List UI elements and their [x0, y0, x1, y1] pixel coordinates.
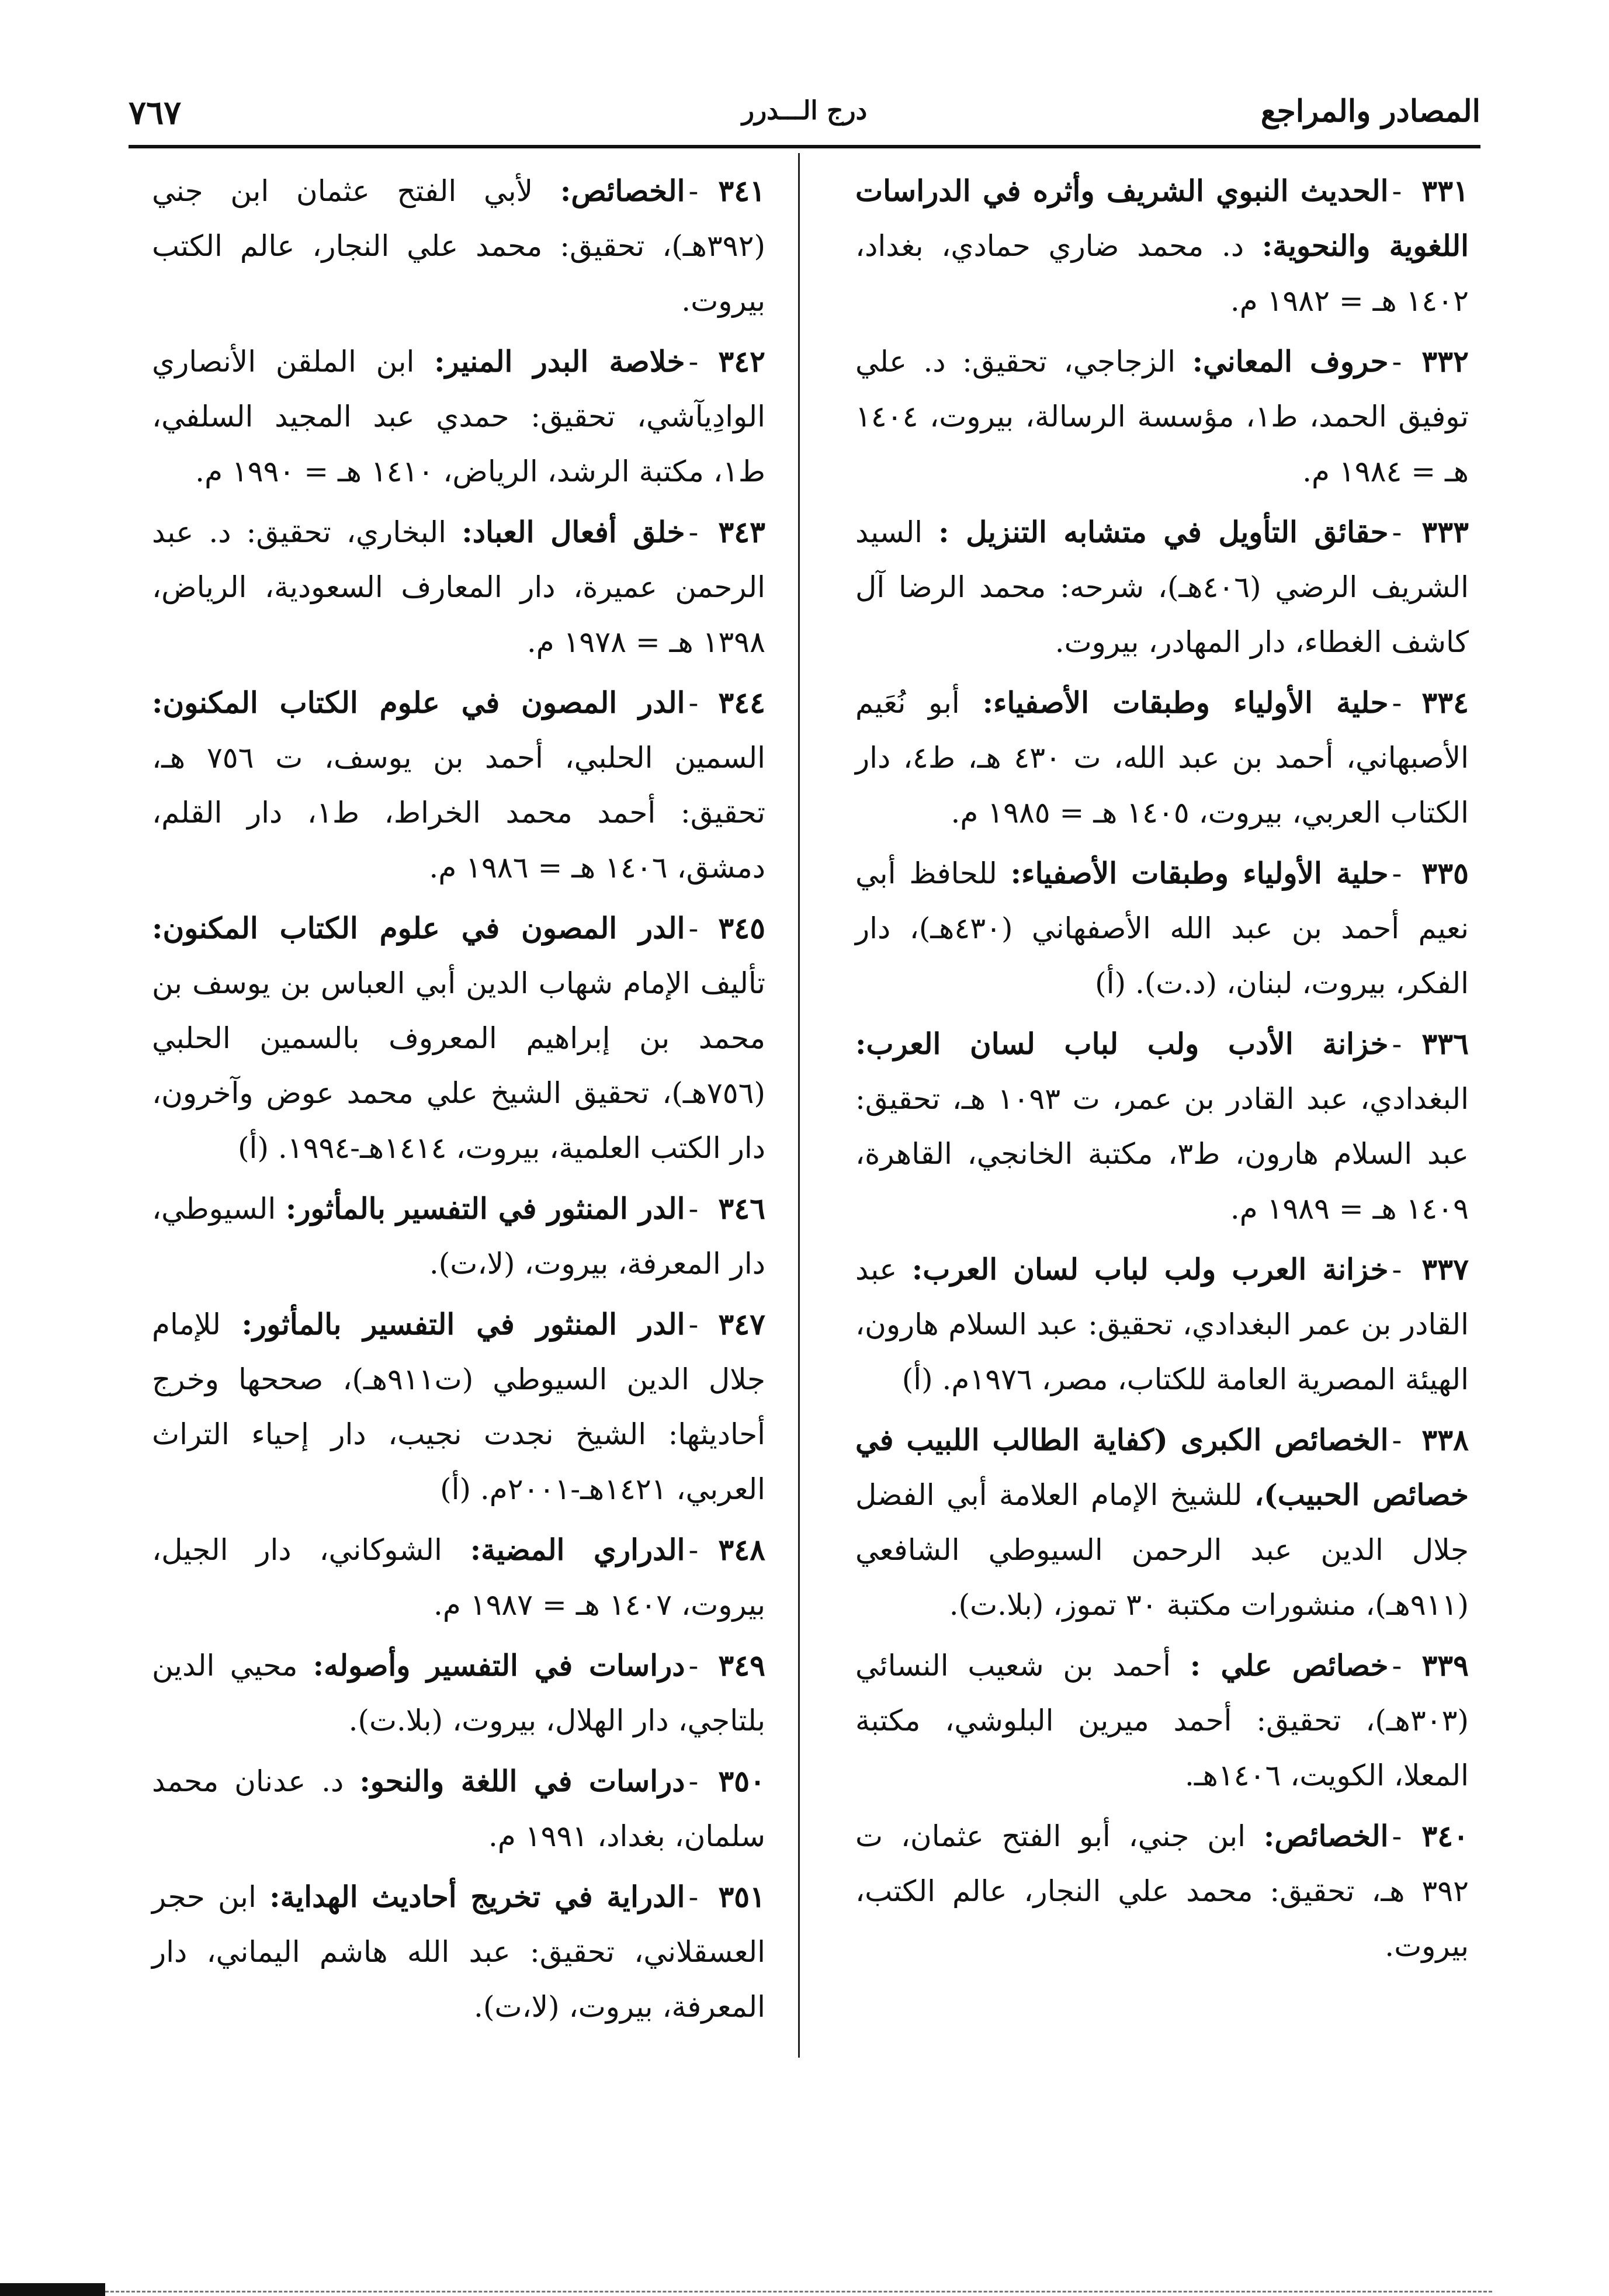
bibliography-entry — [855, 1809, 1469, 1974]
bibliography-entry — [855, 164, 1469, 328]
entry-separator: - — [688, 911, 699, 945]
bibliography-entry — [855, 1242, 1469, 1407]
entry-details: السيد الشريف الرضي (٤٠٦هـ)، شرحه: محمد الرضا آل كاشف الغطاء، دار المهادر، بيروت. — [855, 515, 1469, 659]
entry-title: الدر المصون في علوم الكتاب المكنون: — [152, 911, 685, 945]
entry-separator: - — [1392, 686, 1402, 720]
entry-title: الدر المنثور في التفسير بالمأثور: — [285, 1191, 685, 1226]
entry-details: للشيخ الإمام العلامة أبي الفضل جلال الدين عبد الرحمن السيوطي الشافعي (٩١١هـ)، منشورات مكتبة ٣٠ تموز، (بلا.ت). — [855, 1478, 1469, 1622]
column-divider — [798, 153, 800, 2058]
entry-separator: - — [688, 686, 699, 720]
section-title: المصادر والمراجع — [1260, 93, 1480, 129]
entry-number: ٣٤٨ — [718, 1532, 765, 1567]
entry-number: ٣٣١ — [1421, 174, 1469, 208]
entry-separator: - — [1392, 1819, 1402, 1853]
entry-title: الخصائص: — [560, 174, 685, 208]
entry-title: خزانة الأدب ولب لباب لسان العرب: — [855, 1026, 1389, 1061]
entry-number: ٣٣٥ — [1421, 856, 1469, 890]
entry-details: ابن جني، أبو الفتح عثمان، ت ٣٩٢ هـ، تحقيق: محمد علي النجار، عالم الكتب، بيروت. — [855, 1819, 1469, 1963]
bibliography-entry — [152, 1754, 765, 1864]
entry-number: ٣٣٩ — [1421, 1648, 1469, 1683]
entry-details: للحافظ أبي نعيم أحمد بن عبد الله الأصفهاني (٤٣٠هـ)، دار الفكر، بيروت، لبنان، (د.ت). (أ) — [855, 856, 1469, 1000]
page-number: ٧٦٧ — [129, 93, 182, 132]
entry-details: الزجاجي، تحقيق: د. علي توفيق الحمد، ط١، مؤسسة الرسالة، بيروت، ١٤٠٤ هـ = ١٩٨٤ م. — [855, 345, 1469, 488]
entry-number: ٣٥١ — [718, 1879, 766, 1914]
entry-number: ٣٣٤ — [1421, 685, 1469, 720]
entry-number: ٣٤٥ — [718, 911, 765, 945]
entry-separator: - — [1392, 1027, 1402, 1061]
bibliography-entry — [152, 505, 765, 670]
bibliography-entry — [152, 1181, 765, 1291]
entry-details: أبو نُعَيم الأصبهاني، أحمد بن عبد الله، ت ٤٣٠ هـ، ط٤، دار الكتاب العربي، بيروت، ١٤٠٥ هـ = ١٩٨٥ م. — [855, 686, 1469, 830]
entry-details: السمين الحلبي، أحمد بن يوسف، ت ٧٥٦ هـ، تحقيق: أحمد محمد الخراط، ط١، دار القلم، دمشق، ١٤٠٦ هـ = ١٩٨٦ م. — [152, 741, 766, 885]
entry-separator: - — [688, 1307, 699, 1341]
book-title: درج الـــدرر — [741, 96, 868, 126]
entry-number: ٣٤٠ — [1421, 1819, 1469, 1853]
entry-details: ابن الملقن الأنصاري الوادِيآشي، تحقيق: حمدي عبد المجيد السلفي، ط١، مكتبة الرشد، الرياض، ١٤١٠ هـ = ١٩٩٠ م. — [152, 345, 765, 488]
entry-separator: - — [688, 174, 699, 208]
entry-details: د. عدنان محمد سلمان، بغداد، ١٩٩١ م. — [152, 1764, 765, 1853]
entry-title: الخصائص: — [1263, 1819, 1389, 1853]
bibliography-entry — [152, 334, 765, 499]
entry-separator: - — [688, 345, 699, 379]
bibliography-entry — [855, 505, 1469, 670]
entry-details: أحمد بن شعيب النسائي (٣٠٣هـ)، تحقيق: أحمد ميرين البلوشي، مكتبة المعلا، الكويت، ١٤٠٦هـ. — [855, 1649, 1469, 1792]
entry-title: الخصائص الكبرى (كفاية الطالب اللبيب في خصائص الحبيب)، — [855, 1423, 1469, 1512]
entry-title: حقائق التأويل في متشابه التنزيل : — [938, 515, 1389, 549]
entry-separator: - — [1392, 345, 1402, 379]
entry-number: ٣٣٧ — [1421, 1252, 1469, 1286]
entry-title: الدراري المضية: — [470, 1532, 685, 1567]
entry-title: الحديث النبوي الشريف وأثره في الدراسات اللغوية والنحوية: — [855, 174, 1469, 263]
bibliography-entry — [152, 1638, 765, 1748]
bibliography-entry — [855, 675, 1469, 840]
left-column — [152, 164, 765, 2040]
bibliography-entry — [152, 164, 765, 328]
entry-separator: - — [1392, 515, 1402, 549]
bibliography-entry — [855, 1413, 1469, 1632]
entry-title: خزانة العرب ولب لباب لسان العرب: — [911, 1252, 1389, 1286]
entry-details: ابن حجر العسقلاني، تحقيق: عبد الله هاشم اليماني، دار المعرفة، بيروت، (لا،ت). — [152, 1880, 765, 2024]
entry-number: ٣٤٢ — [718, 344, 765, 379]
bibliography-entry — [855, 1638, 1469, 1803]
bibliography-entry — [855, 1017, 1469, 1236]
entry-details: د. محمد ضاري حمادي، بغداد، ١٤٠٢ هـ = ١٩٨٢ م. — [855, 229, 1469, 318]
bibliography-entry — [152, 1870, 765, 2034]
entry-details: السيوطي، دار المعرفة، بيروت، (لا،ت). — [152, 1192, 765, 1281]
page-header — [129, 93, 1480, 140]
entry-separator: - — [1392, 856, 1402, 890]
entry-details: لأبي الفتح عثمان ابن جني (٣٩٢هـ)، تحقيق: محمد علي النجار، عالم الكتب بيروت. — [152, 174, 765, 318]
entry-details: عبد القادر بن عمر البغدادي، تحقيق: عبد السلام هارون، الهيئة المصرية العامة للكتاب، مصر، ١٩٧٦م. (أ) — [855, 1253, 1469, 1396]
entry-number: ٣٤٦ — [718, 1191, 765, 1226]
entry-title: خصائص علي : — [1190, 1648, 1389, 1683]
bibliography-entry — [152, 1297, 765, 1517]
bibliography-entry — [855, 334, 1469, 499]
bibliography-entry — [152, 901, 765, 1175]
entry-separator: - — [1392, 1423, 1402, 1457]
entry-details: البغدادي، عبد القادر بن عمر، ت ١٠٩٣ هـ، تحقيق: عبد السلام هارون، ط٣، مكتبة الخانجي، القاهرة، ١٤٠٩ هـ = ١٩٨٩ م. — [855, 1082, 1469, 1226]
entry-title: دراسات في اللغة والنحو: — [359, 1764, 685, 1798]
entry-separator: - — [1392, 1649, 1402, 1683]
entry-title: الدراية في تخريج أحاديث الهداية: — [269, 1879, 685, 1914]
right-column — [855, 164, 1469, 1979]
entry-details: الشوكاني، دار الجيل، بيروت، ١٤٠٧ هـ = ١٩٨٧ م. — [152, 1533, 765, 1622]
entry-number: ٣٣٣ — [1421, 515, 1469, 549]
entry-separator: - — [688, 1649, 699, 1683]
entry-details: للإمام جلال الدين السيوطي (ت٩١١هـ)، صححها وخرج أحاديثها: الشيخ نجدت نجيب، دار إحياء التراث العربي، ١٤٢١هـ-٢٠٠١م. (أ) — [152, 1307, 766, 1506]
footer-bar — [0, 2283, 105, 2296]
bibliography-entry — [152, 1522, 765, 1632]
bibliography-entry — [152, 675, 765, 895]
entry-number: ٣٣٨ — [1421, 1423, 1469, 1457]
entry-title: حروف المعاني: — [1192, 344, 1389, 379]
entry-title: دراسات في التفسير وأصوله: — [313, 1648, 685, 1683]
entry-title: الدر المنثور في التفسير بالمأثور: — [241, 1307, 685, 1341]
bibliography-entry — [855, 846, 1469, 1011]
entry-number: ٣٤٩ — [718, 1648, 765, 1683]
footer-line — [105, 2291, 1492, 2292]
entry-title: حلية الأولياء وطبقات الأصفياء: — [982, 685, 1389, 720]
entry-details: البخاري، تحقيق: د. عبد الرحمن عميرة، دار المعارف السعودية، الرياض، ١٣٩٨ هـ = ١٩٧٨ م. — [152, 515, 765, 659]
entry-number: ٣٤١ — [718, 174, 765, 208]
entry-separator: - — [1392, 1253, 1402, 1286]
entry-title: الدر المصون في علوم الكتاب المكنون: — [152, 685, 685, 720]
entry-title: حلية الأولياء وطبقات الأصفياء: — [1010, 856, 1389, 890]
entry-separator: - — [1392, 174, 1402, 208]
entry-separator: - — [688, 1533, 699, 1567]
entry-number: ٣٤٤ — [718, 685, 765, 720]
entry-title: خلاصة البدر المنير: — [434, 344, 685, 379]
entry-separator: - — [688, 515, 699, 549]
entry-details: محيي الدين بلتاجي، دار الهلال، بيروت، (بلا.ت). — [152, 1649, 765, 1737]
entry-number: ٣٤٧ — [718, 1307, 765, 1341]
entry-number: ٣٤٣ — [718, 515, 765, 549]
entry-title: خلق أفعال العباد: — [462, 515, 685, 549]
entry-separator: - — [688, 1192, 699, 1226]
entry-number: ٣٣٦ — [1421, 1026, 1469, 1061]
header-rule — [129, 145, 1480, 148]
entry-separator: - — [688, 1880, 699, 1914]
entry-number: ٣٣٢ — [1421, 344, 1469, 379]
entry-number: ٣٥٠ — [718, 1764, 765, 1798]
entry-separator: - — [688, 1764, 699, 1798]
entry-details: تأليف الإمام شهاب الدين أبي العباس بن يوسف بن محمد بن إبراهيم المعروف بالسمين الحلبي (٧٥٦هـ)، تحقيق الشيخ علي محمد عوض وآخرون، دار الكتب العلمية، بيروت، ١٤١٤هـ-١٩٩٤. (أ) — [152, 966, 765, 1165]
